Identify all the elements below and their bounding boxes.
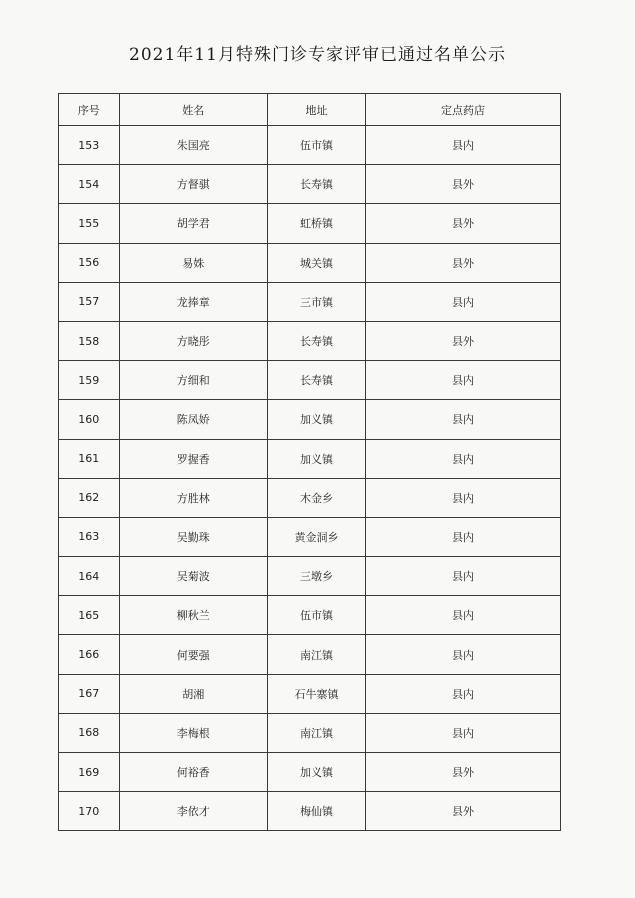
- cell-serial-number: 158: [59, 321, 120, 360]
- cell-name: 胡湘: [119, 674, 267, 713]
- table-row: [59, 713, 561, 752]
- cell-name: 何裕香: [119, 753, 267, 792]
- table-row: [59, 204, 561, 243]
- cell-designated-pharmacy: 县内: [366, 713, 561, 752]
- cell-serial-number: 155: [59, 204, 120, 243]
- cell-designated-pharmacy: 县内: [366, 439, 561, 478]
- table-row: [59, 753, 561, 792]
- header-address: 地址: [268, 94, 366, 126]
- cell-designated-pharmacy: 县内: [366, 596, 561, 635]
- cell-name: 胡学君: [119, 204, 267, 243]
- cell-serial-number: 166: [59, 635, 120, 674]
- cell-address: 伍市镇: [268, 596, 366, 635]
- cell-serial-number: 169: [59, 753, 120, 792]
- cell-name: 方细和: [119, 361, 267, 400]
- cell-designated-pharmacy: 县内: [366, 361, 561, 400]
- cell-designated-pharmacy: 县内: [366, 517, 561, 556]
- cell-designated-pharmacy: 县内: [366, 674, 561, 713]
- cell-address: 长寿镇: [268, 165, 366, 204]
- cell-designated-pharmacy: 县内: [366, 635, 561, 674]
- cell-address: 虹桥镇: [268, 204, 366, 243]
- cell-serial-number: 167: [59, 674, 120, 713]
- cell-designated-pharmacy: 县外: [366, 753, 561, 792]
- cell-address: 黄金洞乡: [268, 517, 366, 556]
- table-row: [59, 478, 561, 517]
- header-name: 姓名: [119, 94, 267, 126]
- cell-serial-number: 168: [59, 713, 120, 752]
- cell-designated-pharmacy: 县外: [366, 792, 561, 831]
- cell-address: 三墩乡: [268, 557, 366, 596]
- cell-name: 罗握香: [119, 439, 267, 478]
- cell-serial-number: 153: [59, 126, 120, 165]
- cell-designated-pharmacy: 县外: [366, 321, 561, 360]
- cell-address: 木金乡: [268, 478, 366, 517]
- table-row: [59, 361, 561, 400]
- table-row: [59, 126, 561, 165]
- table-row: [59, 282, 561, 321]
- table-row: [59, 165, 561, 204]
- cell-designated-pharmacy: 县外: [366, 165, 561, 204]
- cell-serial-number: 159: [59, 361, 120, 400]
- cell-name: 朱国亮: [119, 126, 267, 165]
- cell-designated-pharmacy: 县内: [366, 478, 561, 517]
- cell-name: 易姝: [119, 243, 267, 282]
- cell-address: 伍市镇: [268, 126, 366, 165]
- cell-name: 方胜林: [119, 478, 267, 517]
- cell-serial-number: 157: [59, 282, 120, 321]
- cell-serial-number: 154: [59, 165, 120, 204]
- cell-designated-pharmacy: 县外: [366, 243, 561, 282]
- cell-name: 吴菊波: [119, 557, 267, 596]
- cell-address: 南江镇: [268, 635, 366, 674]
- cell-serial-number: 156: [59, 243, 120, 282]
- table-row: [59, 517, 561, 556]
- table-row: [59, 400, 561, 439]
- table-row: [59, 792, 561, 831]
- cell-name: 方晓彤: [119, 321, 267, 360]
- cell-address: 加义镇: [268, 439, 366, 478]
- cell-name: 李梅根: [119, 713, 267, 752]
- table-row: [59, 674, 561, 713]
- cell-name: 何要强: [119, 635, 267, 674]
- table-row: [59, 557, 561, 596]
- cell-name: 李依才: [119, 792, 267, 831]
- cell-designated-pharmacy: 县内: [366, 126, 561, 165]
- cell-address: 南江镇: [268, 713, 366, 752]
- table-header-row: [59, 94, 561, 126]
- document-title: 2021年11月特殊门诊专家评审已通过名单公示: [129, 45, 506, 65]
- cell-address: 加义镇: [268, 400, 366, 439]
- cell-address: 长寿镇: [268, 321, 366, 360]
- cell-designated-pharmacy: 县内: [366, 400, 561, 439]
- header-designated-pharmacy: 定点药店: [366, 94, 561, 126]
- cell-serial-number: 170: [59, 792, 120, 831]
- cell-name: 龙捧章: [119, 282, 267, 321]
- cell-address: 梅仙镇: [268, 792, 366, 831]
- cell-address: 石牛寨镇: [268, 674, 366, 713]
- cell-address: 城关镇: [268, 243, 366, 282]
- cell-serial-number: 162: [59, 478, 120, 517]
- cell-name: 陈凤娇: [119, 400, 267, 439]
- table-row: [59, 596, 561, 635]
- approved-list-table: [58, 93, 561, 831]
- table-row: [59, 321, 561, 360]
- cell-address: 加义镇: [268, 753, 366, 792]
- cell-name: 方督骐: [119, 165, 267, 204]
- cell-serial-number: 163: [59, 517, 120, 556]
- cell-address: 长寿镇: [268, 361, 366, 400]
- table-row: [59, 439, 561, 478]
- cell-name: 柳秋兰: [119, 596, 267, 635]
- cell-serial-number: 160: [59, 400, 120, 439]
- cell-serial-number: 164: [59, 557, 120, 596]
- cell-designated-pharmacy: 县内: [366, 557, 561, 596]
- cell-designated-pharmacy: 县外: [366, 204, 561, 243]
- cell-serial-number: 165: [59, 596, 120, 635]
- cell-address: 三市镇: [268, 282, 366, 321]
- table-body: [59, 126, 561, 831]
- cell-name: 吴勤珠: [119, 517, 267, 556]
- header-serial-number: 序号: [59, 94, 120, 126]
- table-row: [59, 635, 561, 674]
- table-row: [59, 243, 561, 282]
- cell-serial-number: 161: [59, 439, 120, 478]
- cell-designated-pharmacy: 县内: [366, 282, 561, 321]
